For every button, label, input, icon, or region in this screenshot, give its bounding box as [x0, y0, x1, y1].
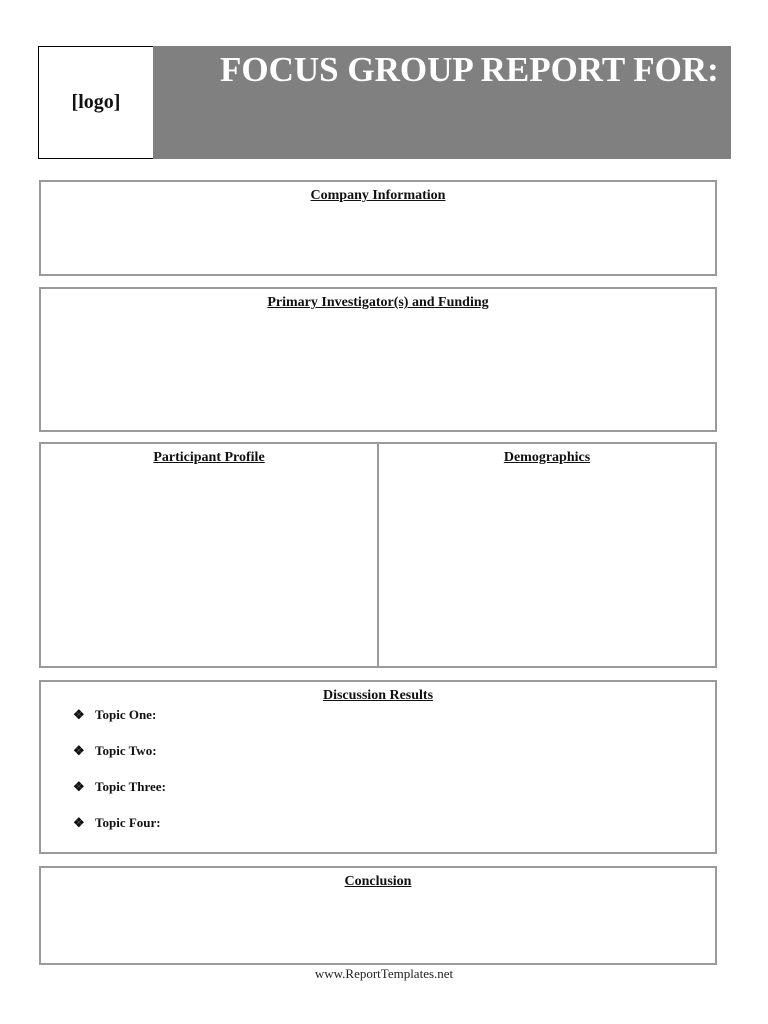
- diamond-bullet-icon: ❖: [73, 815, 85, 830]
- company-information-section: [39, 180, 717, 276]
- title-bar: [153, 46, 731, 159]
- profile-demographics-split: [41, 444, 715, 666]
- profile-demographics-section: [39, 442, 717, 668]
- logo-placeholder: [38, 46, 154, 159]
- demographics-heading: Demographics: [503, 450, 591, 465]
- footer-website: www.ReportTemplates.net: [314, 966, 454, 981]
- conclusion-heading: Conclusion: [344, 874, 412, 889]
- discussion-results-section: [39, 680, 717, 854]
- company-information-heading: Company Information: [310, 188, 446, 203]
- diamond-bullet-icon: ❖: [73, 743, 85, 758]
- logo-text: [logo]: [71, 91, 121, 113]
- discussion-results-heading: Discussion Results: [322, 688, 434, 703]
- topic-item: [73, 742, 166, 760]
- investigators-section: [39, 287, 717, 432]
- report-title: FOCUS GROUP REPORT FOR:: [220, 50, 719, 89]
- diamond-bullet-icon: ❖: [73, 779, 85, 794]
- topic-label: Topic Three:: [95, 779, 166, 794]
- topic-item: [73, 778, 166, 796]
- topic-list: [73, 706, 166, 850]
- topic-label: Topic Two:: [95, 743, 157, 758]
- topic-label: Topic One:: [95, 707, 157, 722]
- conclusion-section: [39, 866, 717, 965]
- investigators-heading: Primary Investigator(s) and Funding: [267, 295, 489, 310]
- diamond-bullet-icon: ❖: [73, 707, 85, 722]
- topic-label: Topic Four:: [95, 815, 161, 830]
- participant-profile-column: [41, 444, 379, 666]
- demographics-column: [379, 444, 715, 666]
- topic-item: [73, 814, 166, 832]
- participant-profile-heading: Participant Profile: [153, 450, 265, 465]
- topic-item: [73, 706, 166, 724]
